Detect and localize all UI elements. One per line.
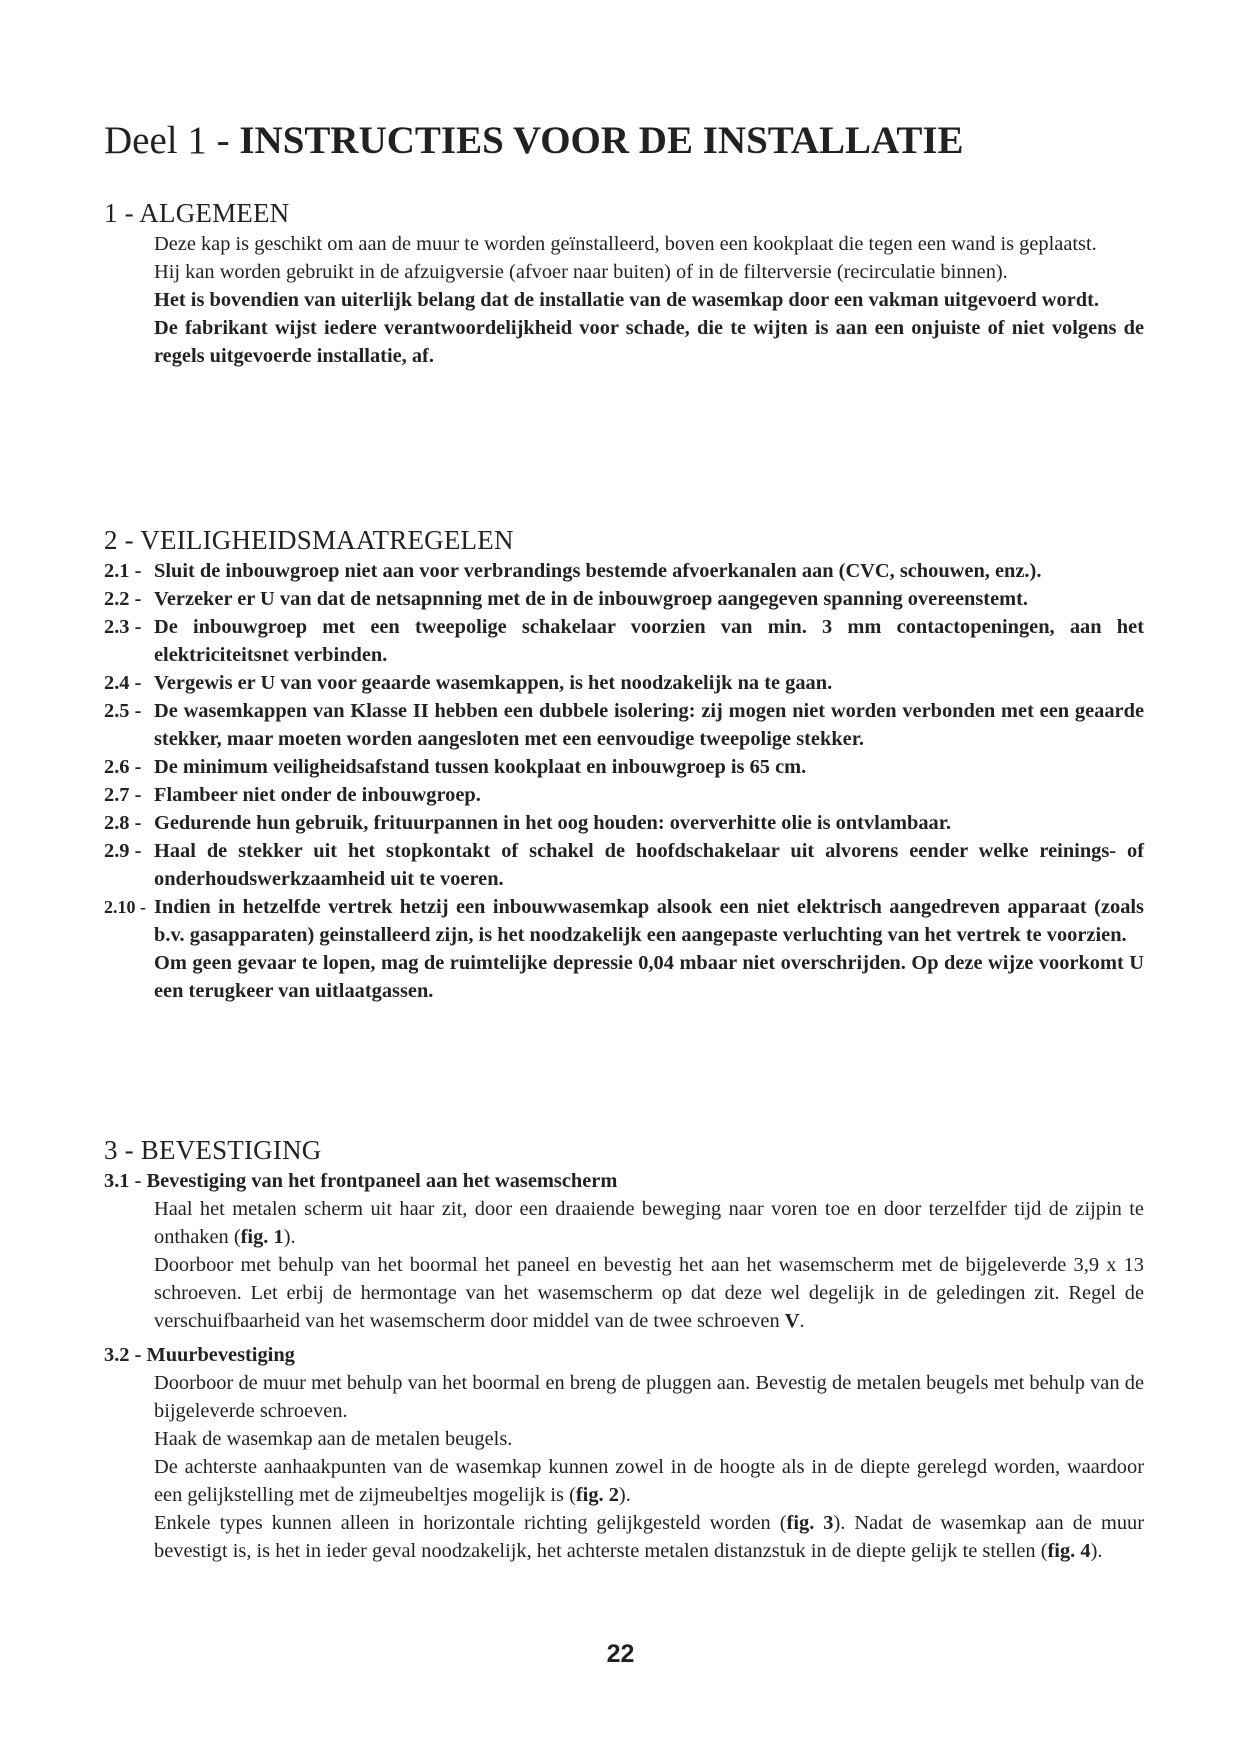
paragraph (154, 1251, 1144, 1335)
text: . (799, 1310, 805, 1332)
paragraph: Hij kan worden gebruikt in de afzuigversie (afvoer naar buiten) of in de filterversie (recirculatie binnen). (154, 261, 1008, 283)
text: Enkele types kunnen alleen in horizontale richting gelijkgesteld worden ( (154, 1512, 787, 1534)
paragraph (154, 1453, 1144, 1509)
item-number: 2.6 - (104, 756, 142, 778)
item-number: 2.8 - (104, 812, 142, 834)
paragraph: Deze kap is geschikt om aan de muur te worden geïnstalleerd, boven een kookplaat die tegen een wand is geplaatst. (154, 233, 1097, 255)
item-number: 2.10 - (104, 897, 146, 917)
section-heading: 3 - BEVESTIGING (104, 1135, 322, 1165)
item-text: De wasemkappen van Klasse II hebben een dubbele isolering: zij mogen niet worden verbonden met een geaarde stekker, maar moeten worden aangesloten met een eenvoudige tweepolige stekker. (154, 700, 1144, 750)
subsection-heading: 3.1 - Bevestiging van het frontpaneel aan het wasemscherm (104, 1170, 618, 1192)
paragraph: Het is bovendien van uiterlijk belang dat de installatie van de wasemkap door een vakman uitgevoerd wordt. (154, 289, 1099, 311)
item-text: Vergewis er U van voor geaarde wasemkappen, is het noodzakelijk na te gaan. (154, 672, 833, 694)
text: Doorboor met behulp van het boormal het paneel en bevestig het aan het wasemscherm met de bijgeleverde 3,9 x 13 schroeven. Let erbij de hermontage van het wasemscherm op dat deze wel degelijk in de geledingen zit. Regel de verschuifbaarheid van het wasemscherm door middel van de twee schroeven (154, 1254, 1144, 1332)
item-text: Indien in hetzelfde vertrek hetzij een inbouwwasemkap alsook een niet elektrisch aangedreven apparaat (zoals b.v. gasapparaten) geinstalleerd zijn, is het noodzakelijk een aangepaste verluchting van het vertrek te voorzien. (154, 896, 1144, 946)
item-text: De inbouwgroep met een tweepolige schakelaar voorzien van min. 3 mm contactopeningen, aan het elektriciteitsnet verbinden. (154, 616, 1144, 666)
list-item (104, 837, 1144, 893)
title-prefix: Deel 1 - (104, 119, 230, 162)
paragraph: De fabrikant wijst iedere verantwoordelijkheid voor schade, die te wijten is aan een onjuiste of niet volgens de regels uitgevoerde installatie, af. (154, 317, 1144, 367)
section-heading: 1 - ALGEMEEN (104, 198, 290, 228)
paragraph: Doorboor de muur met behulp van het boormal en breng de pluggen aan. Bevestig de metalen beugels met behulp van de bijgeleverde schroeven. (154, 1372, 1144, 1422)
item-number: 2.9 - (104, 840, 142, 862)
figure-reference: fig. 4 (1047, 1540, 1091, 1562)
section-mounting (104, 1133, 1144, 1565)
paragraph: Om geen gevaar te lopen, mag de ruimtelijke depressie 0,04 mbaar niet overschrijden. Op deze wijze voorkomt U een terugkeer van uitlaatgassen. (154, 952, 1144, 1002)
item-text: Verzeker er U van dat de netsapnning met de in de inbouwgroep aangegeven spanning overeenstemt. (154, 588, 1028, 610)
subsection-heading: 3.2 - Muurbevestiging (104, 1344, 295, 1366)
text: Haal het metalen scherm uit haar zit, door een draaiende beweging naar voren toe en door terzelfder tijd de zijpin te onthaken ( (154, 1198, 1144, 1248)
figure-reference: fig. 2 (575, 1484, 619, 1506)
item-number: 2.5 - (104, 700, 142, 722)
list-item (104, 781, 1144, 809)
section-safety (104, 523, 1144, 1005)
item-text: Haal de stekker uit het stopkontakt of schakel de hoofdschakelaar uit alvorens eender welke reinings- of onderhoudswerkzaamheid uit te voeren. (154, 840, 1144, 890)
list-item (104, 585, 1144, 613)
page-title (104, 118, 964, 165)
list-item (104, 557, 1144, 585)
screw-label: V (784, 1310, 800, 1332)
list-item (104, 753, 1144, 781)
item-number: 2.3 - (104, 616, 142, 638)
paragraph (154, 1509, 1144, 1565)
text: ). (618, 1484, 631, 1506)
paragraph (154, 1195, 1144, 1251)
item-text: Sluit de inbouwgroep niet aan voor verbrandings bestemde afvoerkanalen aan (CVC, schouwen, enz.). (154, 560, 1042, 582)
list-item (104, 809, 1144, 837)
list-item (104, 669, 1144, 697)
list-item (104, 893, 1144, 949)
item-number: 2.4 - (104, 672, 142, 694)
item-text: De minimum veiligheidsafstand tussen kookplaat en inbouwgroep is 65 cm. (154, 756, 807, 778)
list-item (104, 613, 1144, 669)
text: De achterste aanhaakpunten van de wasemkap kunnen zowel in de hoogte als in de diepte gerelegd worden, waardoor een gelijkstelling met de zijmeubeltjes mogelijk is ( (154, 1456, 1144, 1506)
section-general (104, 196, 1144, 370)
text: ). (1090, 1540, 1103, 1562)
text: ). Nadat de wasemkap aan de muur bevestigt is, is het in ieder geval noodzakelijk, het achterste metalen distanzstuk in de diepte gelijk te stellen ( (154, 1512, 1144, 1562)
title-main: INSTRUCTIES VOOR DE INSTALLATIE (239, 119, 964, 162)
paragraph: Haak de wasemkap aan de metalen beugels. (154, 1428, 513, 1450)
item-text: Flambeer niet onder de inbouwgroep. (154, 784, 481, 806)
item-number: 2.2 - (104, 588, 142, 610)
text: ). (283, 1226, 296, 1248)
item-number: 2.7 - (104, 784, 142, 806)
figure-reference: fig. 3 (786, 1512, 834, 1534)
item-number: 2.1 - (104, 560, 142, 582)
page-number: 22 (606, 1640, 635, 1668)
list-item (104, 697, 1144, 753)
figure-reference: fig. 1 (240, 1226, 284, 1248)
item-text: Gedurende hun gebruik, frituurpannen in het oog houden: oververhitte olie is ontvlambaar. (154, 812, 952, 834)
section-heading: 2 - VEILIGHEIDSMAATREGELEN (104, 525, 514, 555)
